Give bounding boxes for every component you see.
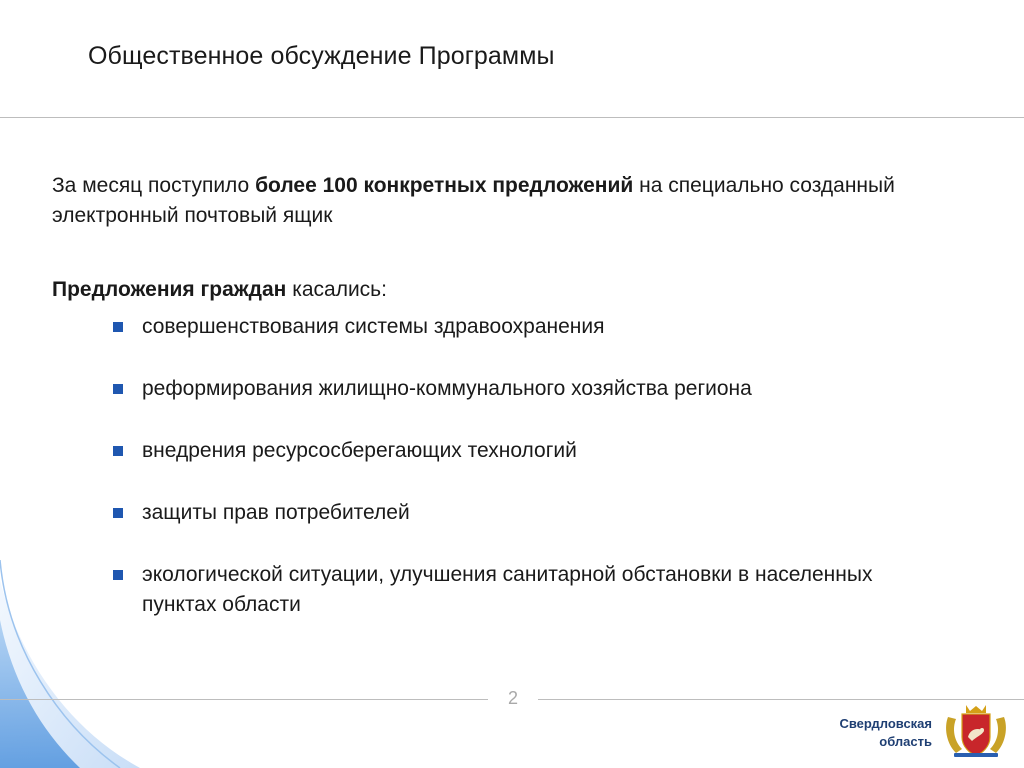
slide-title: Общественное обсуждение Программы (88, 42, 555, 70)
topics-list (110, 312, 910, 652)
list-item-text: совершенствования системы здравоохранения (142, 315, 605, 338)
lead-suffix: касались: (286, 278, 387, 301)
lead-bold: Предложения граждан (52, 278, 287, 301)
square-bullet-icon (113, 384, 123, 394)
list-item-text: экологической ситуации, улучшения санитарной обстановки в населенных пунктах области (142, 563, 873, 616)
lead-line (52, 275, 387, 305)
page-number: 2 (507, 688, 518, 708)
list-item (110, 498, 910, 528)
region-line-2: область (879, 734, 932, 749)
intro-suffix: на специально созданный электронный почтовый ящик (52, 174, 895, 227)
square-bullet-icon (113, 322, 123, 332)
square-bullet-icon (113, 508, 123, 518)
list-item (110, 312, 910, 342)
list-item-text: реформирования жилищно-коммунального хозяйства региона (142, 377, 752, 400)
coat-of-arms-icon (942, 703, 1010, 759)
footer-divider-right (538, 699, 1024, 700)
corner-decoration (0, 560, 200, 768)
region-name (839, 715, 932, 751)
intro-bold: более 100 конкретных предложений (255, 174, 634, 197)
square-bullet-icon (113, 446, 123, 456)
intro-paragraph (52, 171, 982, 231)
list-item (110, 436, 910, 466)
list-item (110, 374, 910, 404)
list-item-text: защиты прав потребителей (142, 501, 410, 524)
intro-prefix: За месяц поступило (52, 174, 256, 197)
title-divider (0, 117, 1024, 118)
region-line-1: Свердловская (839, 716, 932, 731)
list-item-text: внедрения ресурсосберегающих технологий (142, 439, 577, 462)
footer-divider-left (0, 699, 488, 700)
list-item (110, 560, 910, 620)
